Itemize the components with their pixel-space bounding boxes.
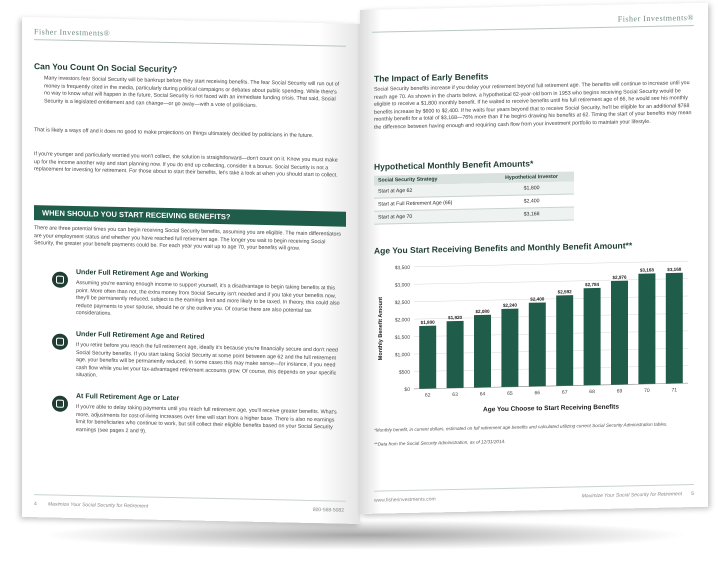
bar — [501, 309, 518, 387]
clock-icon — [52, 396, 68, 412]
gridline — [414, 261, 688, 267]
y-tick-label: $1,500 — [394, 334, 410, 341]
section-title-retired: Under Full Retirement Age and Retired — [76, 331, 205, 341]
retired-person-icon — [52, 334, 68, 350]
table-header-strategy: Social Security Strategy — [374, 173, 489, 185]
right-page — [360, 3, 708, 514]
table-header-investor: Hypothetical Investor — [489, 172, 574, 184]
footer-rule — [34, 494, 346, 502]
table-cell: Start at Age 62 — [374, 183, 489, 198]
benefit-table — [374, 172, 574, 225]
right-paragraph: Social Security benefits increase if you delay your retirement beyond full retirement age. The benefits will continue to increase until you reach age 70. As shown in the charts below, a hypothetical 62-year-old born in 1953 who begins receiving Social Security would be eligible to receive a $1,800 monthly benefit. If he waited to receive benefits until his full retirement age of 66, he would see his monthly benefits increase by $600 to $2,400. If he waits four years beyond that to receive Social Security, he'll be eligible for an additional $768 monthly benefit for a total of $3,168—76% more than if he begins drawing his benefits at 62. Timing the start of your benefits may mean the difference between having enough and requiring cash flow from your investment portfolio to maintain your lifestyle. — [374, 80, 692, 131]
section-text-retired: If you retire before you reach the full retirement age, ideally it's because you're financially secure and don't need Social Security benefits. If you start taking Social Security at some point between age 62 and the full retirement age, your benefits will be permanently reduced. In some cases this may make sense—for instance, if you need cash flow while you let your tax-advantaged retirement accounts grow. Of course, this depends on your specific situation. — [76, 342, 338, 379]
table-cell: $3,168 — [489, 207, 574, 222]
y-tick-label: $2,500 — [394, 299, 410, 307]
left-page — [22, 17, 360, 524]
right-heading: The Impact of Early Benefits — [374, 71, 489, 84]
left-paragraph-1: Many investors fear Social Security will be bankrupt before they start receiving benefits. The fear Social Security will run out of money is frequently cited in the media, particularly during political campaigns or debates about public spending. While there's no way to know what will happen in the future, Social Security is not faced with an immediate funding crisis. That said, Social Security is a legislated entitlement and can change—or go away—with a vote of politicians. — [44, 75, 340, 109]
table-row — [374, 207, 574, 224]
footer-rule-right — [374, 484, 694, 492]
y-tick-label: $3,500 — [394, 264, 410, 272]
data-label: $3,168 — [667, 266, 682, 273]
bar — [584, 288, 601, 385]
data-label: $2,592 — [557, 289, 572, 295]
data-label: $1,920 — [448, 314, 463, 321]
section-banner: WHEN SHOULD YOU START RECEIVING BENEFITS? — [34, 205, 346, 227]
right-page-number: 5 — [691, 491, 694, 498]
y-tick-label: $500 — [398, 369, 410, 376]
table-title: Hypothetical Monthly Benefit Amounts* — [374, 158, 534, 172]
brand-logo: Fisher Investments® — [34, 27, 111, 38]
footnote-1: *Monthly benefit, in current dollars, estimated on full retirement age benefits and calculated utilizing current Social Security Administration tables. — [374, 421, 668, 433]
banner-paragraph: There are three potential times you can begin receiving Social Security benefits, assuming you are eligible. The main differentiators are your employment status and whether you have reached full retirement age. The longer you wait to begin receiving Social Security, the greater your benefit payments could be. For each year you wait up to age 70, your benefits will grow. — [34, 225, 341, 252]
x-tick-label: 67 — [561, 389, 568, 396]
left-footer-title: Maximize Your Social Security for Retirement — [48, 501, 149, 510]
bar — [611, 281, 628, 385]
left-footer-phone: 800-568-5082 — [312, 507, 344, 514]
footnote-2: **Data from the Social Security Administration, as of 12/31/2014. — [374, 438, 506, 447]
left-paragraph-2: That is likely a ways off and it does no good to make projections on things ultimately decided by politicians in the future. — [34, 127, 314, 140]
data-label: $2,080 — [475, 308, 490, 315]
section-text-full: If you're able to delay taking payments until you reach full retirement age, you'll receive greater benefits. What's more, adjustments for cost-of-living increases over time will start from a higher base. There is also no earnings limit for beneficiaries who continue to work, but still collect their eligible benefits based on your Social Security earnings (see pages 2 and 9). — [76, 404, 337, 435]
table-cell: $2,400 — [489, 194, 574, 209]
header-rule-right — [372, 25, 694, 33]
data-label: $1,800 — [420, 319, 435, 325]
benefit-bar-chart — [374, 253, 696, 420]
y-tick-label: $0 — [404, 386, 410, 394]
bar — [556, 295, 573, 386]
bar — [666, 273, 683, 384]
header-rule — [34, 39, 346, 47]
table-cell: Start at Age 70 — [374, 209, 489, 224]
x-tick-label: 71 — [671, 387, 678, 394]
left-heading: Can You Count On Social Security? — [34, 61, 178, 75]
y-axis-title: Monthly Benefit Amount — [378, 296, 384, 361]
bar — [419, 326, 436, 389]
chart-title: Age You Start Receiving Benefits and Monthly Benefit Amount** — [374, 240, 633, 256]
right-footer-url[interactable]: www.fisherinvestments.com — [374, 496, 436, 504]
left-paragraph-3: If you're younger and particularly worried you won't collect, the solution is straightforward—don't count on it. Know you must make up for the income another way and start planning now. If you do end up collecting, consider it a bonus. Social Security is not a replacement for investing for retirement. For those about to start their benefits, let's take a look at when you should start to collect. — [34, 151, 338, 179]
table-cell: Start at Full Retirement Age (66) — [374, 196, 489, 211]
data-label: $2,240 — [502, 302, 517, 308]
x-tick-label: 68 — [589, 389, 595, 396]
y-tick-label: $1,000 — [394, 352, 410, 359]
x-tick-label: 62 — [424, 392, 431, 399]
data-label: $2,784 — [585, 281, 600, 288]
book-shadow — [40, 520, 690, 550]
table-cell: $1,800 — [489, 182, 574, 196]
x-tick-label: 70 — [644, 387, 650, 395]
right-footer-title: Maximize Your Social Security for Retirement — [581, 491, 682, 500]
x-tick-label: 63 — [452, 391, 458, 399]
bar — [474, 315, 491, 388]
y-tick-label: $3,000 — [394, 282, 410, 289]
y-tick-label: $2,000 — [394, 317, 410, 324]
x-tick-label: 64 — [479, 391, 486, 398]
section-title-full: At Full Retirement Age or Later — [76, 393, 180, 403]
section-text-working: Assuming you're earning enough income to support yourself, it's a disadvantage to begin taking benefits at this point. More often than not, the extra money from Social Security isn't needed and if you take your benefits now, they'll be permanently reduced, subject to the earnings limit and more likely to be taxed. In theory, this could also reduce payments to your spouse, should he or she outlive you. Of course there are also potential tax considerations. — [76, 280, 340, 318]
x-tick-label: 66 — [534, 390, 541, 397]
bar — [529, 302, 546, 386]
section-title-working: Under Full Retirement Age and Working — [76, 269, 209, 279]
left-page-number: 4 — [34, 501, 37, 508]
brand-logo-right: Fisher Investments® — [617, 13, 694, 24]
x-tick-label: 65 — [507, 390, 513, 397]
x-tick-label: 69 — [616, 388, 623, 395]
data-label: $2,976 — [612, 274, 627, 280]
working-person-icon — [52, 272, 68, 288]
data-label: $3,168 — [639, 267, 654, 273]
data-label: $2,400 — [530, 296, 545, 302]
x-axis-title: Age You Choose to Start Receiving Benefits — [483, 403, 619, 414]
bar — [638, 273, 655, 384]
bar — [447, 321, 464, 388]
